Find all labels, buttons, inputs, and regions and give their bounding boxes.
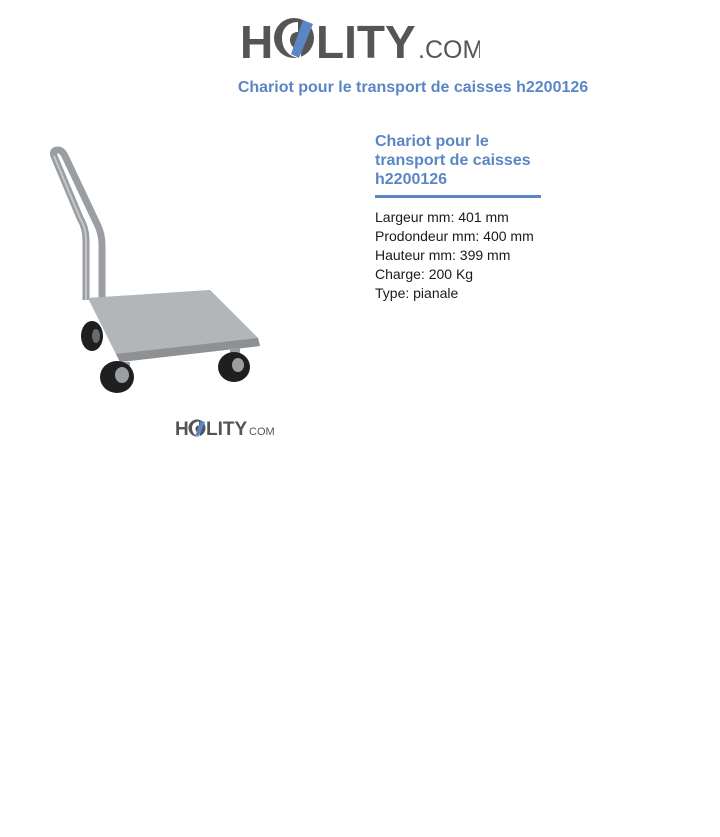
page-title: Chariot pour le transport de caisses h2200126 (237, 79, 589, 96)
watermark-logo-svg (175, 416, 275, 440)
logo-o-swirl-icon (274, 18, 314, 58)
image-watermark-logo (175, 416, 275, 440)
spec-load: Charge: 200 Kg (375, 266, 474, 282)
site-logo[interactable] (240, 12, 480, 64)
spec-depth: Prodondeur mm: 400 mm (375, 228, 534, 244)
product-info (375, 132, 575, 303)
product-name: Chariot pour le transport de caisses h2200126 (375, 132, 541, 198)
svg-text:H: H (175, 419, 189, 440)
svg-text:COM: COM (249, 426, 275, 438)
logo-suffix: .COM (418, 36, 480, 64)
product-image (40, 140, 270, 400)
holity-logo-svg (240, 12, 480, 64)
logo-brand-rest: LITY (316, 16, 416, 64)
watermark-o-swirl-icon (189, 420, 206, 437)
spec-width: Largeur mm: 401 mm (375, 209, 509, 225)
cart-trolley-image (40, 140, 270, 400)
logo-letter-h: H (240, 16, 274, 64)
svg-text:LITY: LITY (206, 419, 248, 440)
spec-height: Hauteur mm: 399 mm (375, 247, 511, 263)
spec-list (375, 208, 575, 303)
spec-type: Type: pianale (375, 285, 459, 301)
